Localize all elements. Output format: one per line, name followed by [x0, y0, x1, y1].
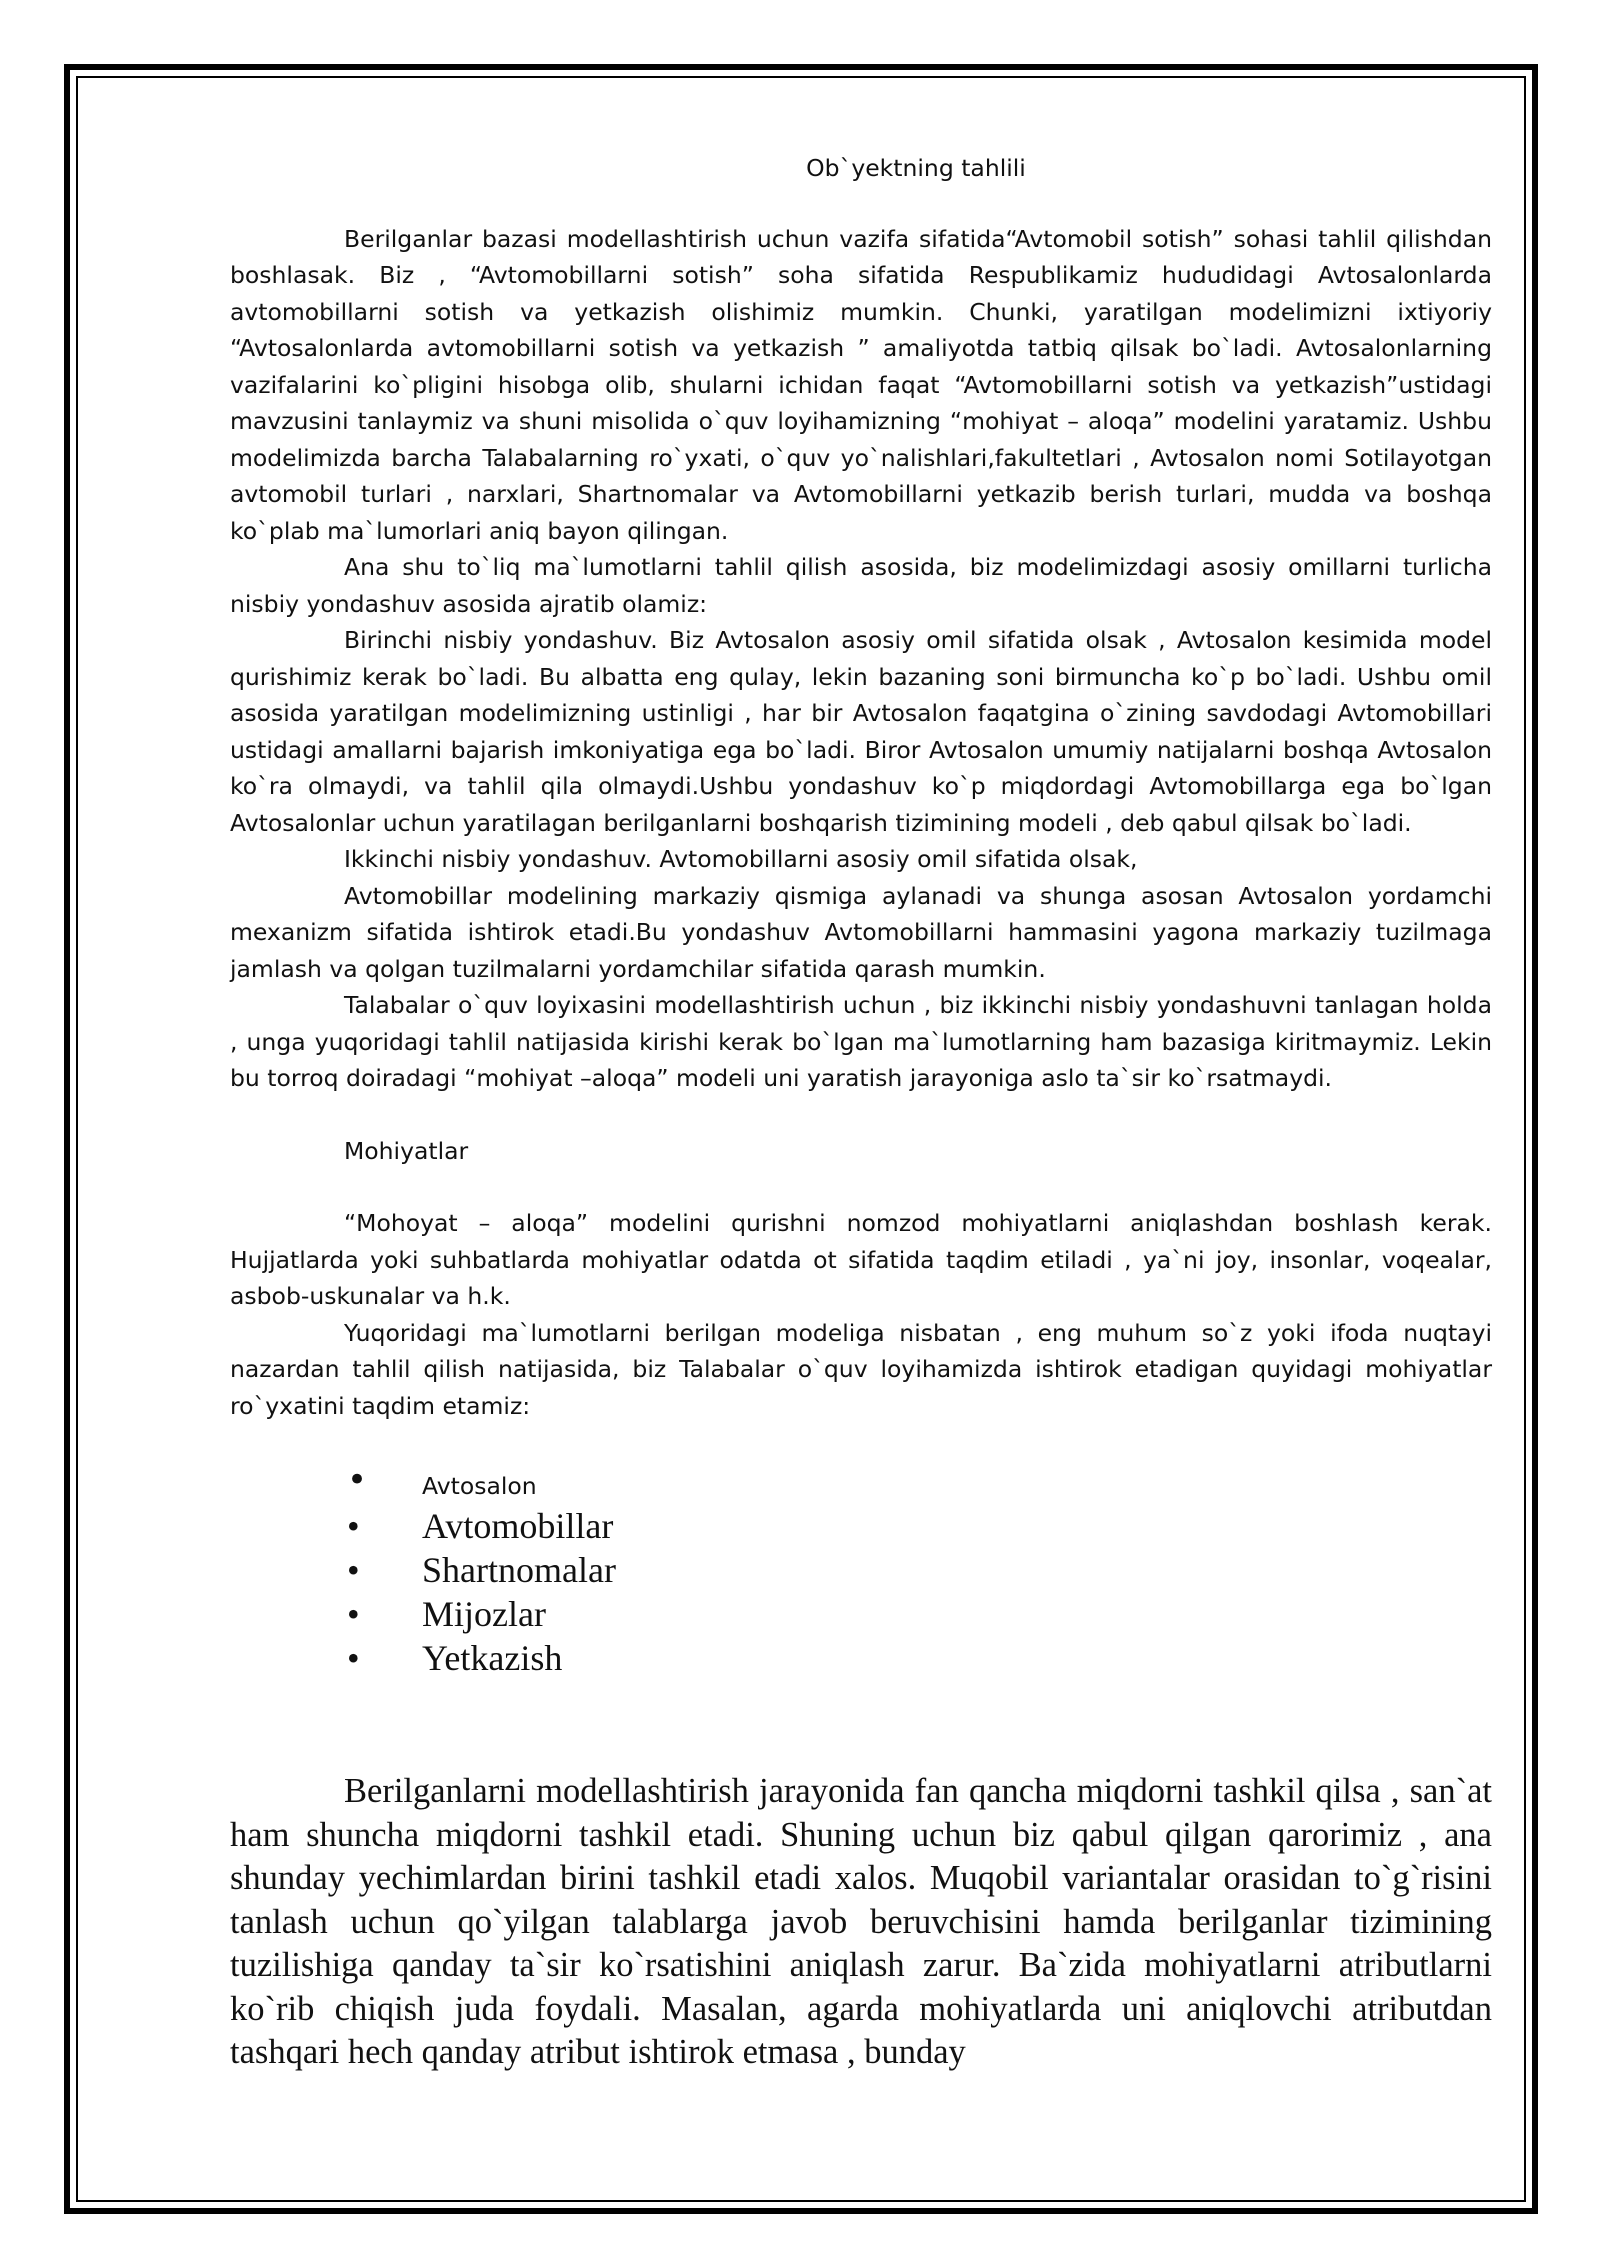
- intro-section: [230, 221, 1492, 1097]
- paragraph-second-approach-detail: Avtomobillar modelining markaziy qismiga aylanadi va shunga asosan Avtosalon yordamchi mexanizm sifatida ishtirok etadi.Bu yondashuv Avtomobillarni hammasini yagona markaziy tuzilmaga jamlash va qolgan tuzilmalarni yordamchilar sifatida qarash mumkin.: [230, 881, 1492, 983]
- list-item-label: Avtomobillar: [422, 1506, 614, 1546]
- paragraph-choice: Talabalar o`quv loyixasini modellashtirish uchun , biz ikkinchi nisbiy yondashuvni tanlagan holda , unga yuqoridagi tahlil natijasida kirishi kerak bo`lgan ma`lumotlarning ham bazasiga kiritmaymiz. Lekin bu torroq doiradagi “mohiyat –aloqa” modeli uni yaratish jarayoniga aslo ta`sir ko`rsatmaydi.: [230, 991, 1492, 1092]
- entity-list: [230, 1460, 1492, 1680]
- list-item: [230, 1460, 1492, 1504]
- paragraph-second-approach: Ikkinchi nisbiy yondashuv. Avtomobillarni asosiy omil sifatida olsak,: [344, 845, 1138, 873]
- bullet-icon: •: [347, 1460, 368, 1500]
- list-item-label: Avtosalon: [422, 1472, 537, 1500]
- entities-section: [230, 1205, 1492, 1424]
- list-item: [230, 1592, 1492, 1636]
- bullet-icon: •: [347, 1506, 360, 1546]
- bullet-icon: •: [347, 1550, 360, 1590]
- document-body: [230, 150, 1492, 2075]
- list-item-label: Mijozlar: [422, 1594, 546, 1634]
- paragraph-first-approach: Birinchi nisbiy yondashuv. Biz Avtosalon asosiy omil sifatida olsak , Avtosalon kesimida model qurishimiz kerak bo`ladi. Bu albatta eng qulay, lekin bazaning soni birmuncha ko`p bo`ladi. Ushbu omil asosida yaratilgan modelimizning ustinligi , har bir Avtosalon faqatgina o`zining savdodagi Avtomobillari ustidagi amallarni bajarish imkoniyatiga ega bo`ladi. Biror Avtosalon umumiy natijalarni boshqa Avtosalon ko`ra olmaydi, va tahlil qila olmaydi.Ushbu yondashuv ko`p miqdordagi Avtomobillarga ega bo`lgan Avtosalonlar uchun yaratilagan berilganlarni boshqarish tizimining modeli , deb qabul qilsak bo`ladi.: [230, 626, 1492, 837]
- bullet-icon: •: [347, 1594, 360, 1634]
- paragraph-entities-intro: “Mohoyat – aloqa” modelini qurishni nomzod mohiyatlarni aniqlashdan boshlash kerak. Hujjatlarda yoki suhbatlarda mohiyatlar odatda ot sifatida taqdim etiladi , ya`ni joy, insonlar, voqealar, asbob-uskunalar va h.k.: [230, 1209, 1492, 1310]
- list-item: [230, 1548, 1492, 1592]
- paragraph-entities-list-intro: Yuqoridagi ma`lumotlarni berilgan modeliga nisbatan , eng muhum so`z yoki ifoda nuqtayi nazardan tahlil qilish natijasida, biz Talabalar o`quv loyihamizda ishtirok etadigan quyidagi mohiyatlar ro`yxatini taqdim etamiz:: [230, 1318, 1492, 1420]
- list-item: [230, 1636, 1492, 1680]
- list-item-label: Yetkazish: [422, 1638, 563, 1678]
- paragraph-closing: Berilganlarni modellashtirish jarayonida fan qancha miqdorni tashkil qilsa , san`at ham shuncha miqdorni tashkil etadi. Shuning uchun biz qabul qilgan qarorimiz , ana shunday yechimlardan birini tashkil etadi xalos. Muqobil variantalar orasidan to`g`risini tanlash uchun qo`yilgan talablarga javob beruvchisini hamda berilganlar tizimining tuzilishiga qanday ta`sir ko`rsatishini aniqlash zarur. Ba`zida mohiyatlarni atributlarni ko`rib chiqish juda foydali. Masalan, agarda mohiyatlarda uni aniqlovchi atributdan tashqari hech qanday atribut ishtirok etmasa , bunday: [230, 1772, 1492, 2071]
- section-heading: Mohiyatlar: [344, 1136, 469, 1165]
- list-item-label: Shartnomalar: [422, 1550, 616, 1590]
- list-item: [230, 1504, 1492, 1548]
- bullet-icon: •: [347, 1638, 360, 1678]
- document-title: Ob`yektning tahlili: [806, 154, 1026, 182]
- paragraph-analysis: Ana shu to`liq ma`lumotlarni tahlil qilish asosida, biz modelimizdagi asosiy omillarni turlicha nisbiy yondashuv asosida ajratib olamiz:: [230, 553, 1492, 618]
- paragraph-intro: Berilganlar bazasi modellashtirish uchun vazifa sifatida“Avtomobil sotish” sohasi tahlil qilishdan boshlasak. Biz , “Avtomobillarni sotish” soha sifatida Respublikamiz hududidagi Avtosalonlarda avtomobillarni sotish va yetkazish olishimiz mumkin. Chunki, yaratilgan modelimizni ixtiyoriy “Avtosalonlarda avtomobillarni sotish va yetkazish ” amaliyotda tatbiq qilsak bo`ladi. Avtosalonlarning vazifalarini ko`pligini hisobga olib, shularni ichidan faqat “Avtomobillarni sotish va yetkazish”ustidagi mavzusini tanlaymiz va shuni misolida o`quv loyihamizning “mohiyat – aloqa” modelini yaratamiz. Ushbu modelimizda barcha Talabalarning ro`yxati, o`quv yo`nalishlari,fakultetlari , Avtosalon nomi Sotilayotgan avtomobil turlari , narxlari, Shartnomalar va Avtomobillarni yetkazib berish turlari, mudda va boshqa ko`plab ma`lumorlari aniq bayon qilingan.: [230, 224, 1492, 545]
